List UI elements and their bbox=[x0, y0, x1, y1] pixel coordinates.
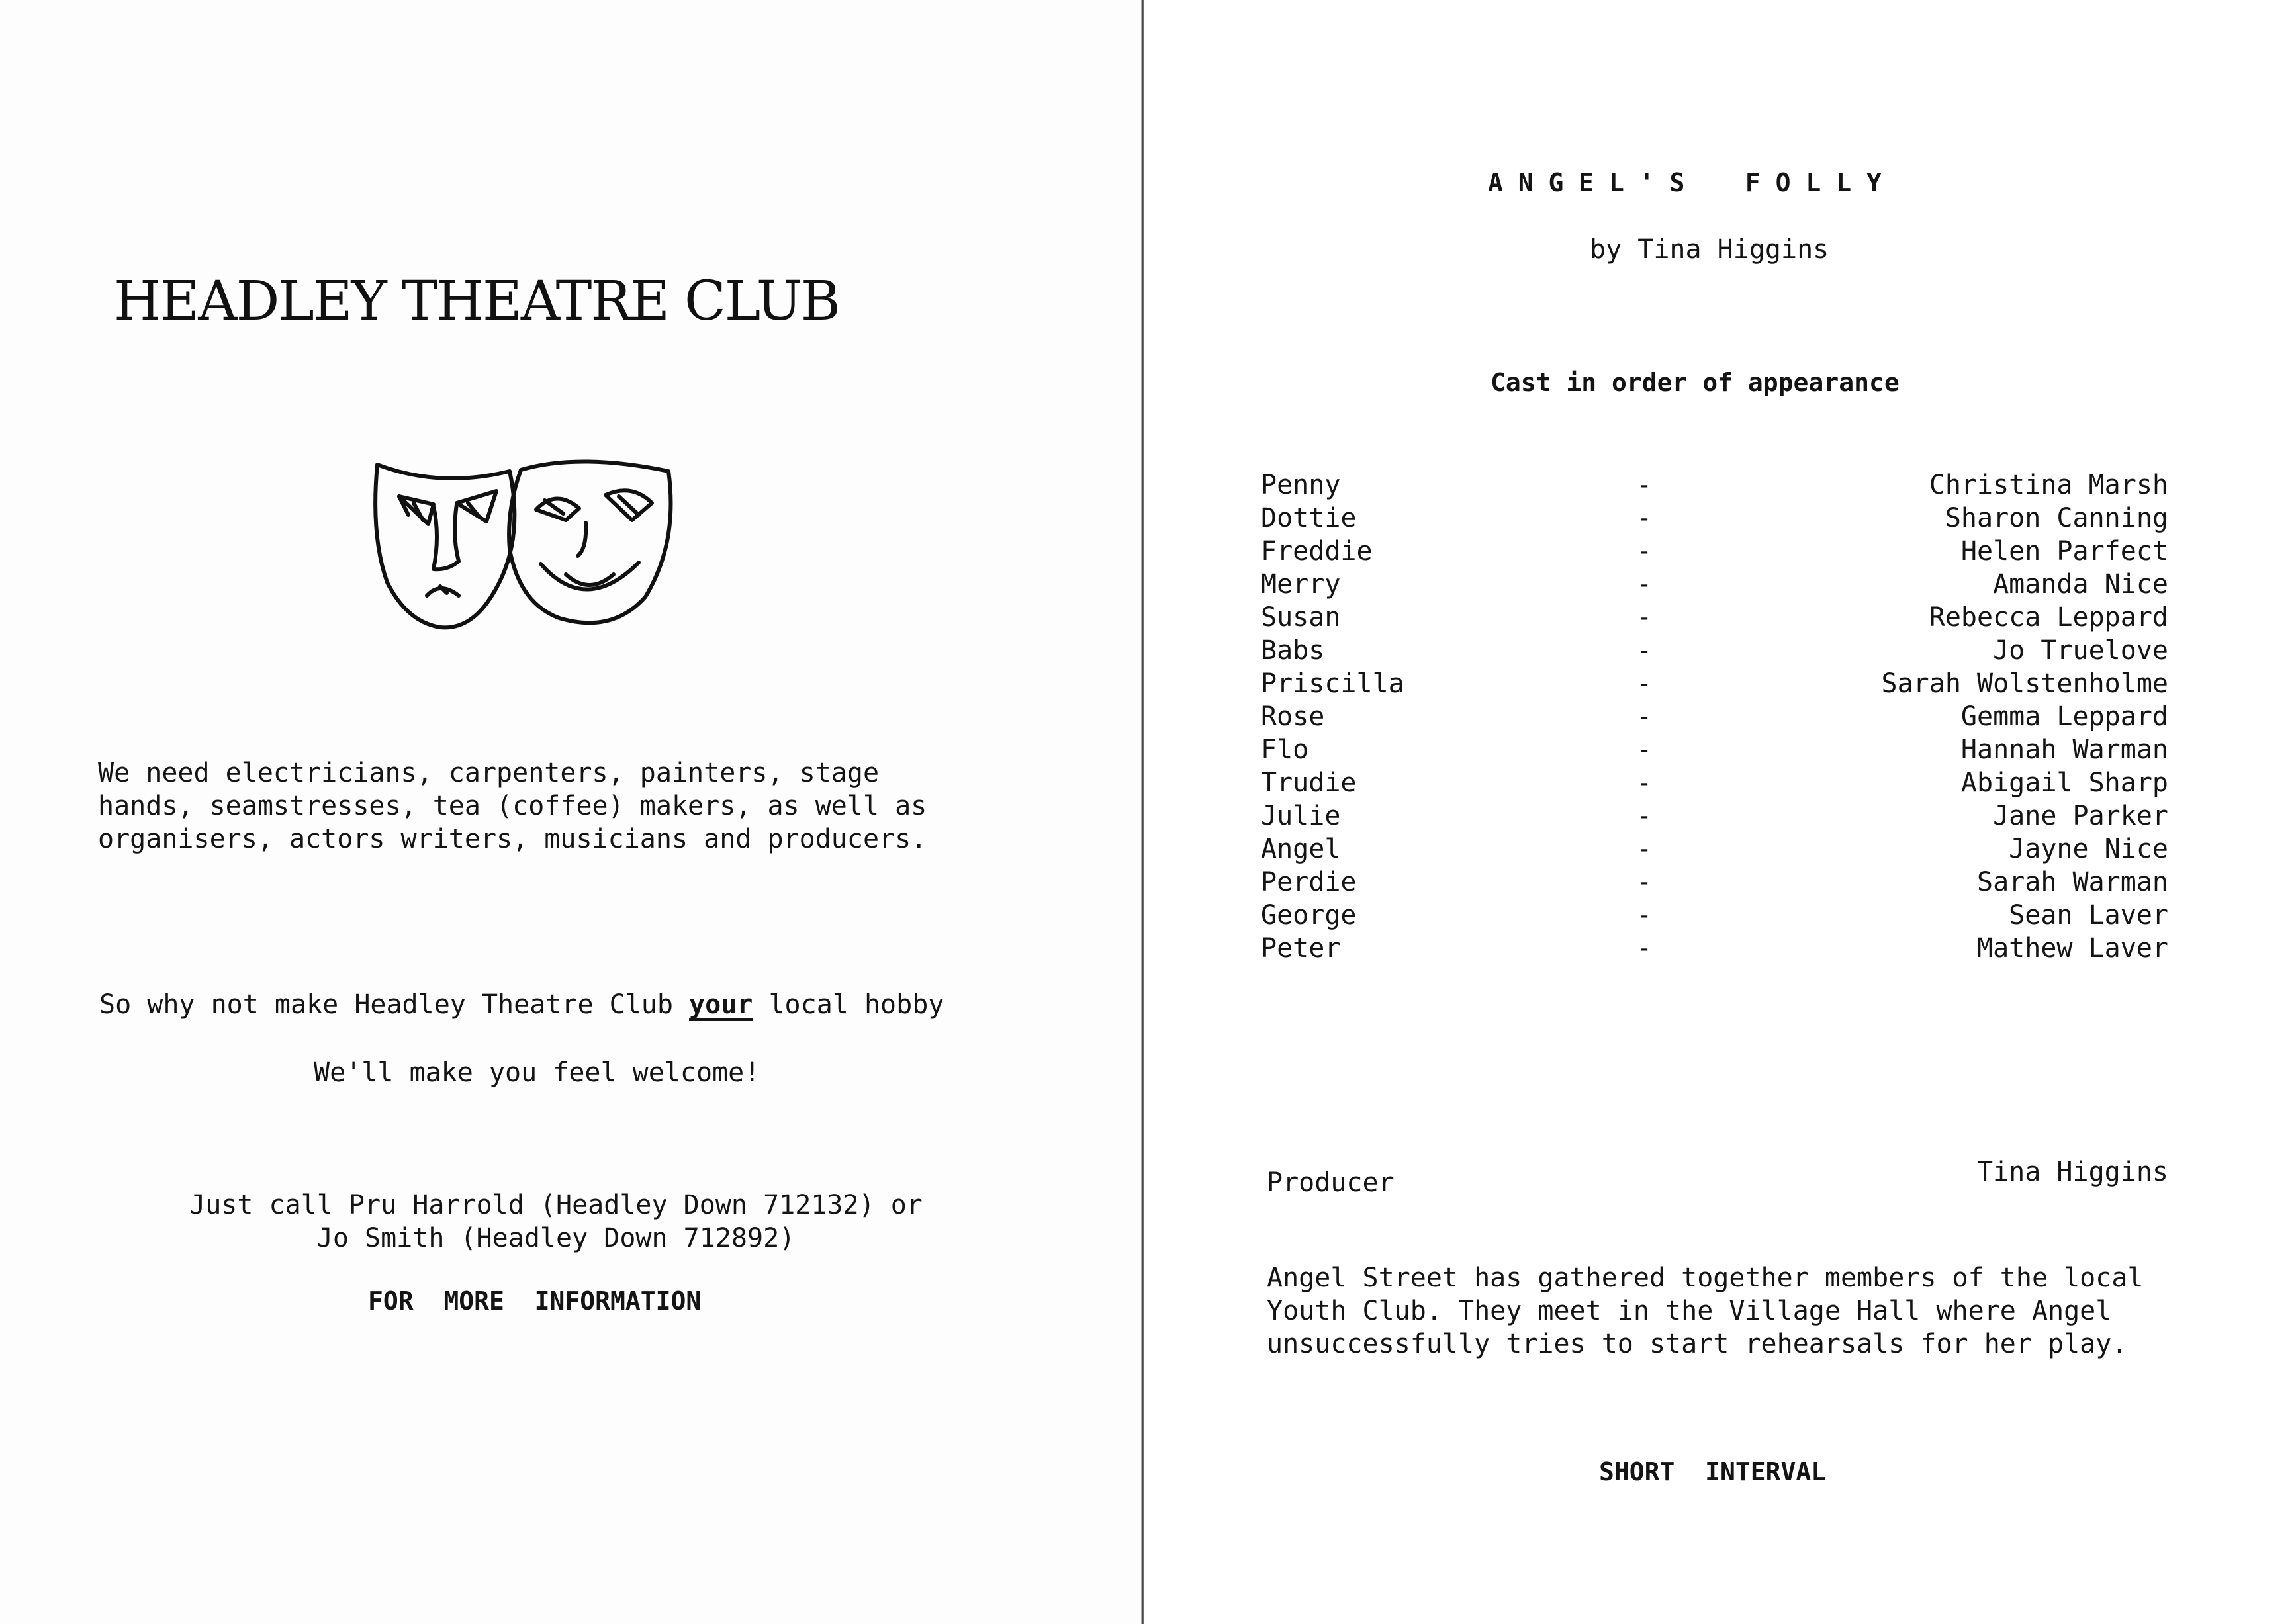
cast-dash: - bbox=[1636, 602, 1653, 633]
cast-actor: Sarah Warman bbox=[1977, 867, 2168, 897]
play-author: by Tina Higgins bbox=[1590, 234, 1829, 265]
needs-line: hands, seamstresses, tea (coffee) makers, as well as bbox=[98, 791, 927, 821]
synopsis-line: Youth Club. They meet in the Village Hall where Angel bbox=[1267, 1296, 2112, 1326]
cast-character: George bbox=[1261, 900, 1357, 930]
cast-row bbox=[1145, 535, 2294, 568]
producer-label: Producer bbox=[1267, 1167, 1395, 1198]
cast-character: Dottie bbox=[1261, 503, 1357, 533]
cast-row bbox=[1145, 866, 2294, 899]
cast-character: Flo bbox=[1261, 735, 1309, 765]
play-title: A N G E L ' S F O L L Y bbox=[1488, 168, 1882, 197]
needs-line: We need electricians, carpenters, painters, stage bbox=[98, 758, 880, 788]
cast-dash: - bbox=[1636, 635, 1653, 666]
needs-line: organisers, actors writers, musicians and producers. bbox=[98, 824, 927, 854]
cast-row bbox=[1145, 932, 2294, 965]
booklet-spine bbox=[1141, 0, 1144, 1624]
cast-character: Rose bbox=[1261, 701, 1325, 732]
cast-actor: Jo Truelove bbox=[1993, 635, 2168, 666]
cast-character: Babs bbox=[1261, 635, 1325, 666]
contact-line: Just call Pru Harrold (Headley Down 712132) or bbox=[189, 1190, 923, 1220]
cast-dash: - bbox=[1636, 801, 1653, 831]
cast-row bbox=[1145, 833, 2294, 866]
hobby-text-after: local hobby bbox=[753, 989, 944, 1020]
cast-character: Merry bbox=[1261, 569, 1341, 600]
cast-actor: Sharon Canning bbox=[1945, 503, 2168, 533]
cast-row bbox=[1145, 733, 2294, 766]
cast-dash: - bbox=[1636, 503, 1653, 533]
cast-dash: - bbox=[1636, 900, 1653, 930]
cast-dash: - bbox=[1636, 470, 1653, 500]
hobby-text-before: So why not make Headley Theatre Club bbox=[99, 989, 690, 1020]
cast-heading: Cast in order of appearance bbox=[1491, 368, 1900, 397]
cast-row bbox=[1145, 568, 2294, 601]
cast-actor: Amanda Nice bbox=[1993, 569, 2168, 600]
synopsis-line: unsuccessfully tries to start rehearsals for her play. bbox=[1267, 1329, 2128, 1359]
cast-dash: - bbox=[1636, 668, 1653, 699]
producer-name: Tina Higgins bbox=[1977, 1157, 2168, 1187]
synopsis-line: Angel Street has gathered together members of the local bbox=[1267, 1263, 2144, 1293]
cast-dash: - bbox=[1636, 536, 1653, 566]
cast-dash: - bbox=[1636, 867, 1653, 897]
synopsis-paragraph bbox=[1267, 1261, 2193, 1361]
cast-actor: Sean Laver bbox=[2009, 900, 2168, 930]
club-title: HEADLEY THEATRE CLUB bbox=[114, 270, 840, 333]
cast-actor: Abigail Sharp bbox=[1960, 768, 2168, 798]
cast-actor: Sarah Wolstenholme bbox=[1881, 668, 2168, 699]
cast-dash: - bbox=[1636, 735, 1653, 765]
cast-row bbox=[1145, 469, 2294, 502]
cast-actor: Christina Marsh bbox=[1929, 470, 2168, 500]
cast-row bbox=[1145, 700, 2294, 733]
cast-character: Susan bbox=[1261, 602, 1341, 633]
contact-line: Jo Smith (Headley Down 712892) bbox=[316, 1223, 796, 1253]
theatre-masks-icon bbox=[367, 457, 678, 635]
cast-character: Penny bbox=[1261, 470, 1341, 500]
cast-character: Freddie bbox=[1261, 536, 1373, 566]
cast-row bbox=[1145, 634, 2294, 667]
cast-actor: Jane Parker bbox=[1993, 801, 2168, 831]
hobby-line bbox=[99, 988, 944, 1021]
cast-character: Trudie bbox=[1261, 768, 1357, 798]
cast-dash: - bbox=[1636, 933, 1653, 964]
hobby-emphasis: your bbox=[689, 989, 753, 1020]
cast-actor: Mathew Laver bbox=[1977, 933, 2168, 964]
left-page bbox=[0, 0, 1145, 1624]
contact-paragraph bbox=[79, 1189, 1032, 1255]
cast-row bbox=[1145, 799, 2294, 833]
cast-character: Priscilla bbox=[1261, 668, 1404, 699]
cast-row bbox=[1145, 667, 2294, 700]
cast-row bbox=[1145, 766, 2294, 799]
cast-dash: - bbox=[1636, 701, 1653, 732]
cast-dash: - bbox=[1636, 768, 1653, 798]
cast-actor: Rebecca Leppard bbox=[1929, 602, 2168, 633]
cast-character: Perdie bbox=[1261, 867, 1357, 897]
cast-character: Angel bbox=[1261, 834, 1341, 864]
cast-actor: Jayne Nice bbox=[2009, 834, 2168, 864]
volunteer-needs-paragraph bbox=[98, 756, 1025, 856]
interval-heading: SHORT INTERVAL bbox=[1599, 1457, 1827, 1486]
cast-row bbox=[1145, 899, 2294, 932]
cast-actor: Gemma Leppard bbox=[1960, 701, 2168, 732]
cast-character: Julie bbox=[1261, 801, 1341, 831]
cast-actor: Helen Parfect bbox=[1960, 536, 2168, 566]
cast-dash: - bbox=[1636, 834, 1653, 864]
cast-character: Peter bbox=[1261, 933, 1341, 964]
welcome-line: We'll make you feel welcome! bbox=[314, 1058, 760, 1088]
cast-actor: Hannah Warman bbox=[1960, 735, 2168, 765]
cast-dash: - bbox=[1636, 569, 1653, 600]
right-page bbox=[1145, 0, 2294, 1624]
more-info-heading: FOR MORE INFORMATION bbox=[368, 1286, 702, 1316]
cast-row bbox=[1145, 502, 2294, 535]
cast-row bbox=[1145, 601, 2294, 634]
